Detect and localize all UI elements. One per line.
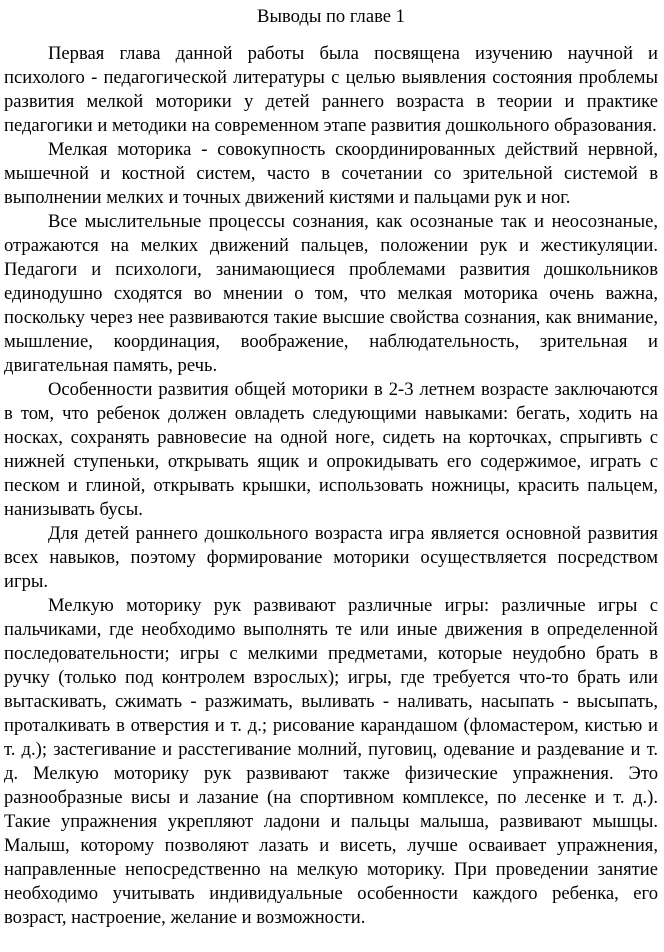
paragraph-1: Первая глава данной работы была посвящена изучению научной и психолого - педагогической литературы с целью выявления состояния проблемы развития мелкой моторики у детей раннего возраста в теории и практике педагогики и методики на современном этапе развития дошкольного образования. xyxy=(4,43,658,136)
paragraph-4: Особенности развития общей моторики в 2-3 летнем возрасте заключаются в том, что ребенок должен овладеть следующими навыками: бегать, ходить на носках, сохранять равновесие на одной ноге, сидеть на корточках, спрыгивть с нижней ступеньки, открывать ящик и опрокидывать его содержимое, играть с песком и глиной, открывать крышки, использовать ножницы, красить пальцем, нанизывать бусы. xyxy=(4,379,658,520)
paragraph-2: Мелкая моторика - совокупность скоординированных действий нервной, мышечной и костной систем, часто в сочетании со зрительной системой в выполнении мелких и точных движений кистями и пальцами рук и ног. xyxy=(4,139,658,208)
document-page xyxy=(4,0,658,930)
paragraph-3: Все мыслительные процессы сознания, как осознаные так и неосознаные, отражаются на мелких движений пальцев, положении рук и жестикуляции. Педагоги и психологи, занимающиеся проблемами развития дошкольников единодушно сходятся во мнении о том, что мелкая моторика очень важна, поскольку через нее развиваются такие высшие свойства сознания, как внимание, мышление, координация, воображение, наблюдательность, зрительная и двигательная память, речь. xyxy=(4,211,658,376)
paragraph-6: Мелкую моторику рук развивают различные игры: различные игры с пальчиками, где необходимо выполнять те или иные движения в определенной последовательности; игры с мелкими предметами, которые неудобно брать в ручку (только под контролем взрослых); игры, где требуется что-то брать или вытаскивать, сжимать - разжимать, выливать - наливать, насыпать - высыпать, проталкивать в отверстия и т. д.; рисование карандашом (фломастером, кистью и т. д.); застегивание и расстегивание молний, пуговиц, одевание и раздевание и т. д. Мелкую моторику рук развивают также физические упражнения. Это разнообразные висы и лазание (на спортивном комплексе, по лесенке и т. д.). Такие упражнения укрепляют ладони и пальцы малыша, развивают мышцы. Малыш, которому позволяют лазать и висеть, лучше осваивает упражнения, направленные непосредственно на мелкую моторику. При проведении занятие необходимо учитывать индивидуальные особенности каждого ребенка, его возраст, настроение, желание и возможности. xyxy=(4,595,658,928)
paragraph-5: Для детей раннего дошкольного возраста игра является основной развития всех навыков, поэтому формирование моторики осуществляется посредством игры. xyxy=(4,523,658,592)
chapter-conclusions-title: Выводы по главе 1 xyxy=(257,6,405,27)
